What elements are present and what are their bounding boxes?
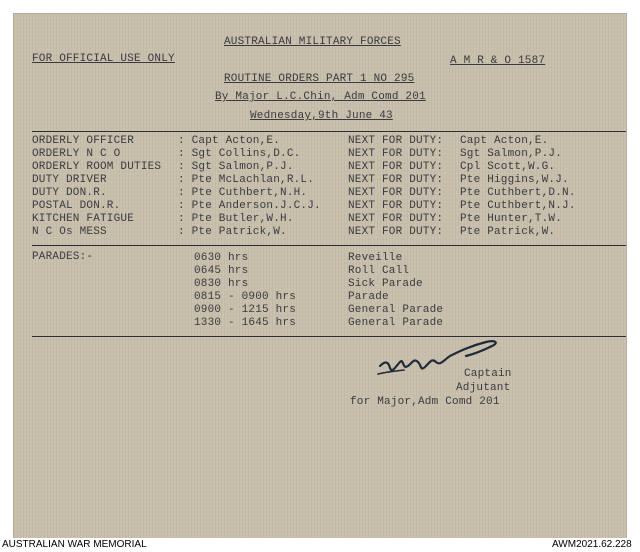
divider-bottom bbox=[32, 336, 626, 337]
duty-assigned: : Sgt Salmon,P.J. bbox=[178, 161, 294, 173]
parade-event: Sick Parade bbox=[348, 278, 423, 290]
duty-next: Pte Hunter,T.W. bbox=[460, 213, 563, 225]
reference-number: A M R & O 1587 bbox=[450, 55, 546, 67]
duty-next-label: NEXT FOR DUTY: bbox=[348, 187, 444, 199]
orders-title: ROUTINE ORDERS PART 1 NO 295 bbox=[224, 73, 415, 85]
duty-next: Sgt Salmon,P.J. bbox=[460, 148, 563, 160]
duty-role: N C Os MESS bbox=[32, 226, 107, 238]
duty-role: DUTY DON.R. bbox=[32, 187, 107, 199]
duty-role: ORDERLY N C O bbox=[32, 148, 121, 160]
archive-id: AWM2021.62.228 bbox=[552, 539, 632, 550]
duty-next: Cpl Scott,W.G. bbox=[460, 161, 556, 173]
parade-time: 0830 hrs bbox=[194, 278, 249, 290]
duty-role: ORDERLY OFFICER bbox=[32, 135, 135, 147]
duty-next-label: NEXT FOR DUTY: bbox=[348, 161, 444, 173]
parade-time: 0645 hrs bbox=[194, 265, 249, 277]
parade-event: Reveille bbox=[348, 252, 403, 264]
signatory-rank: Captain bbox=[464, 368, 512, 380]
duty-role: POSTAL DON.R. bbox=[32, 200, 121, 212]
parade-event: Parade bbox=[348, 291, 389, 303]
duty-next-label: NEXT FOR DUTY: bbox=[348, 135, 444, 147]
duty-next: Pte Patrick,W. bbox=[460, 226, 556, 238]
duty-role: DUTY DRIVER bbox=[32, 174, 107, 186]
order-date: Wednesday,9th June 43 bbox=[250, 110, 393, 122]
org-heading: AUSTRALIAN MILITARY FORCES bbox=[224, 36, 401, 48]
signatory-for: for Major,Adm Comd 201 bbox=[350, 396, 500, 408]
official-use-label: FOR OFFICIAL USE ONLY bbox=[32, 53, 175, 65]
archive-name: AUSTRALIAN WAR MEMORIAL bbox=[2, 539, 147, 550]
divider-top bbox=[32, 131, 626, 132]
parade-event: General Parade bbox=[348, 304, 444, 316]
archive-footer bbox=[0, 538, 640, 552]
duty-role: KITCHEN FATIGUE bbox=[32, 213, 135, 225]
parade-time: 0815 - 0900 hrs bbox=[194, 291, 297, 303]
duty-next-label: NEXT FOR DUTY: bbox=[348, 148, 444, 160]
duty-assigned: : Pte Cuthbert,N.H. bbox=[178, 187, 308, 199]
parade-event: General Parade bbox=[348, 317, 444, 329]
duty-assigned: : Sgt Collins,D.C. bbox=[178, 148, 301, 160]
duty-next: Capt Acton,E. bbox=[460, 135, 549, 147]
duty-assigned: : Pte Anderson.J.C.J. bbox=[178, 200, 321, 212]
duty-next-label: NEXT FOR DUTY: bbox=[348, 200, 444, 212]
divider-middle bbox=[32, 245, 626, 246]
duty-next-label: NEXT FOR DUTY: bbox=[348, 174, 444, 186]
duty-assigned: : Capt Acton,E. bbox=[178, 135, 281, 147]
duty-assigned: : Pte McLachlan,R.L. bbox=[178, 174, 315, 186]
parade-time: 1330 - 1645 hrs bbox=[194, 317, 297, 329]
duty-next: Pte Cuthbert,N.J. bbox=[460, 200, 576, 212]
issued-by: By Major L.C.Chin, Adm Comd 201 bbox=[215, 91, 426, 103]
parade-event: Roll Call bbox=[348, 265, 410, 277]
parade-time: 0630 hrs bbox=[194, 252, 249, 264]
duty-next: Pte Higgins,W.J. bbox=[460, 174, 569, 186]
duty-next-label: NEXT FOR DUTY: bbox=[348, 226, 444, 238]
duty-role: ORDERLY ROOM DUTIES bbox=[32, 161, 162, 173]
document-page bbox=[14, 14, 626, 538]
duty-assigned: : Pte Patrick,W. bbox=[178, 226, 287, 238]
parades-label: PARADES:- bbox=[32, 251, 94, 263]
duty-assigned: : Pte Butler,W.H. bbox=[178, 213, 294, 225]
duty-next-label: NEXT FOR DUTY: bbox=[348, 213, 444, 225]
parade-time: 0900 - 1215 hrs bbox=[194, 304, 297, 316]
signatory-role: Adjutant bbox=[456, 382, 511, 394]
duty-next: Pte Cuthbert,D.N. bbox=[460, 187, 576, 199]
